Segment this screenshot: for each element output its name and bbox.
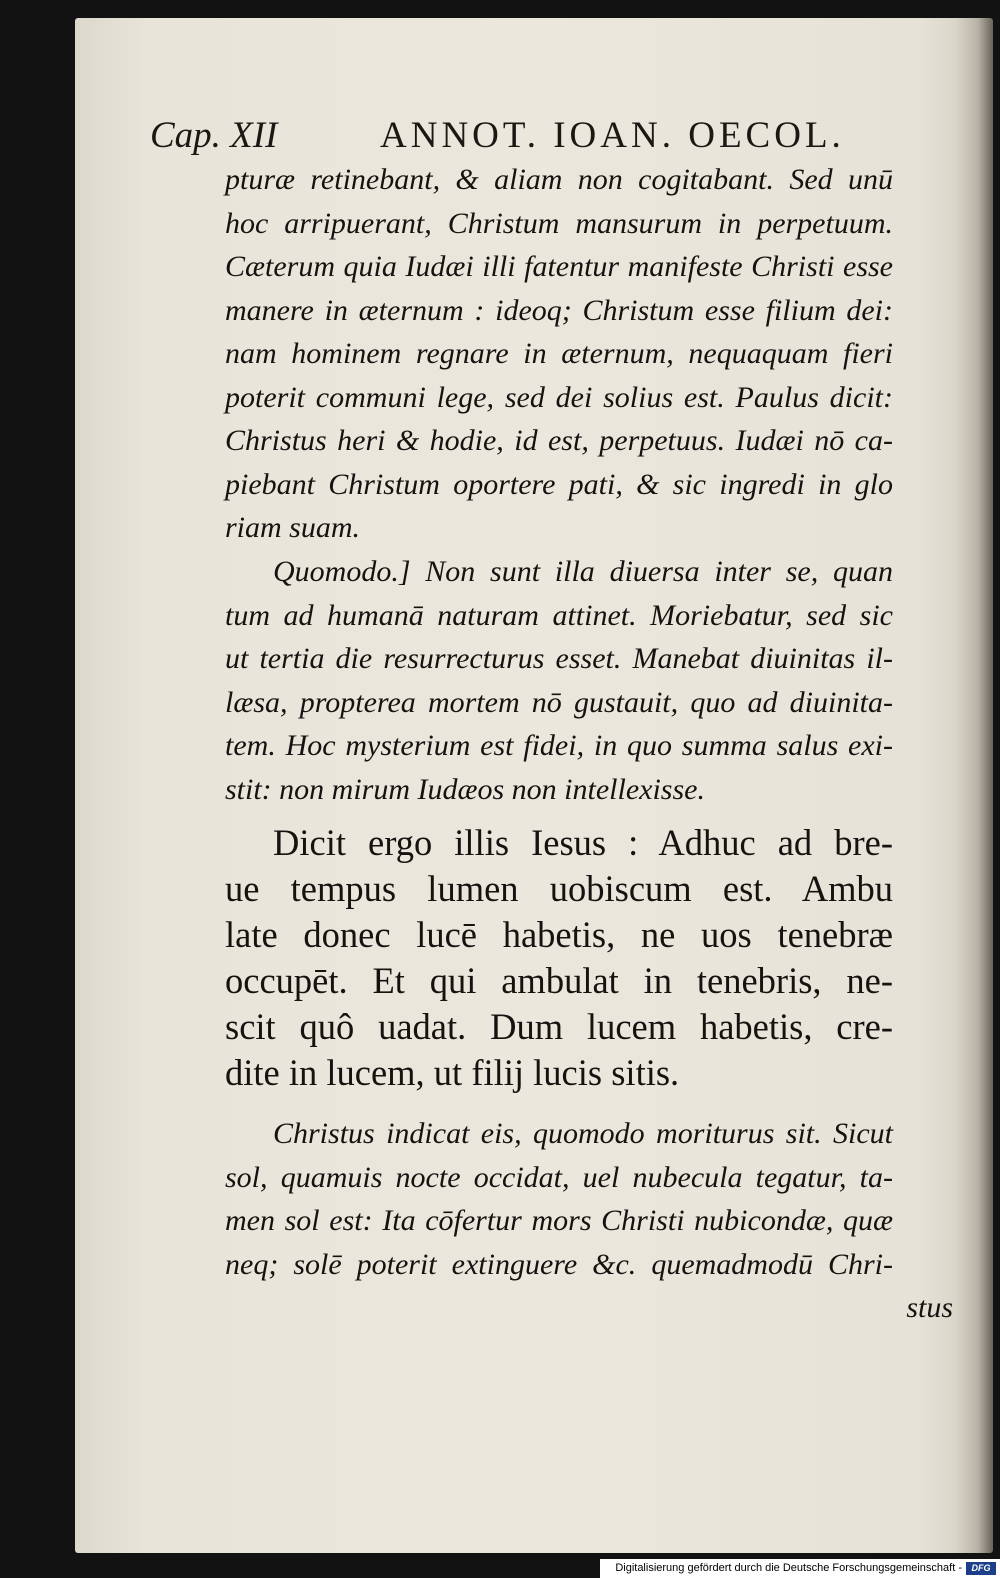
running-title: ANNOT. IOAN. OECOL. — [380, 115, 845, 156]
commentary-line: Quomodo.] Non sunt illa diuersa inter se, quan — [273, 555, 893, 588]
running-head — [150, 104, 958, 164]
digitization-credit-bar — [600, 1559, 1000, 1578]
commentary-line: poterit communi lege, sed dei solius est. Paulus dicit: — [225, 380, 893, 414]
scripture-line: late donec lucē habetis, ne uos tenebræ — [225, 914, 893, 955]
digitization-credit-text: Digitalisierung gefördert durch die Deutsche Forschungsgemeinschaft - — [615, 1562, 962, 1574]
commentary-line: hoc arripuerant, Christum mansurum in perpetuum. — [225, 206, 893, 240]
commentary-line: piebant Christum oportere pati, & sic ingredi in glo — [225, 467, 893, 501]
commentary-block-2 — [225, 550, 893, 811]
commentary-line: pturæ retinebant, & aliam non cogitabant. Sed unū — [225, 163, 893, 196]
commentary-line: ut tertia die resurrecturus esset. Manebat diuinitas il- — [225, 642, 893, 675]
commentary-line: tem. Hoc mysterium est fidei, in quo summa salus exi- — [225, 729, 893, 762]
commentary-line: sol, quamuis nocte occidat, uel nubecula tegatur, ta- — [225, 1160, 893, 1194]
commentary-line: Christus indicat eis, quomodo moriturus sit. Sicut — [273, 1117, 893, 1150]
commentary-line: stit: non mirum Iudæos non intellexisse. — [225, 772, 705, 806]
commentary-line: Christus heri & hodie, id est, perpetuus. Iudæi nō ca- — [225, 424, 893, 457]
catchword-text: stus — [906, 1291, 953, 1324]
dfg-logo: DFG — [966, 1562, 996, 1575]
scripture-block — [225, 820, 893, 1096]
scripture-line: scit quô uadat. Dum lucem habetis, cre- — [225, 1006, 893, 1047]
commentary-line: Cæterum quia Iudæi illi fatentur manifeste Christi esse — [225, 250, 893, 283]
commentary-line: manere in æternum : ideoq; Christum esse filium dei: — [225, 293, 893, 327]
scripture-line: occupēt. Et qui ambulat in tenebris, ne- — [225, 960, 893, 1001]
commentary-line: nam hominem regnare in æternum, nequaquam fieri — [225, 337, 893, 370]
chapter-label: Cap. XII — [150, 115, 278, 156]
commentary-line: neq; solē poterit extinguere &c. quemadmodū Chri- — [225, 1247, 893, 1281]
commentary-line: men sol est: Ita cōfertur mors Christi nubicondæ, quæ — [225, 1204, 893, 1237]
scripture-line: Dicit ergo illis Iesus : Adhuc ad bre- — [273, 822, 893, 863]
commentary-block-1 — [225, 158, 893, 550]
commentary-line: tum ad humanā naturam attinet. Moriebatur, sed sic — [225, 598, 893, 632]
scripture-line: ue tempus lumen uobiscum est. Ambu — [225, 868, 893, 909]
scripture-line: dite in lucem, ut filij lucis sitis. — [225, 1052, 680, 1093]
spine-shadow — [955, 18, 993, 1553]
commentary-block-3 — [225, 1112, 893, 1286]
commentary-line: riam suam. — [225, 511, 361, 544]
commentary-line: læsa, propterea mortem nō gustauit, quo ad diuinita- — [225, 685, 893, 719]
catchword — [225, 1286, 953, 1330]
